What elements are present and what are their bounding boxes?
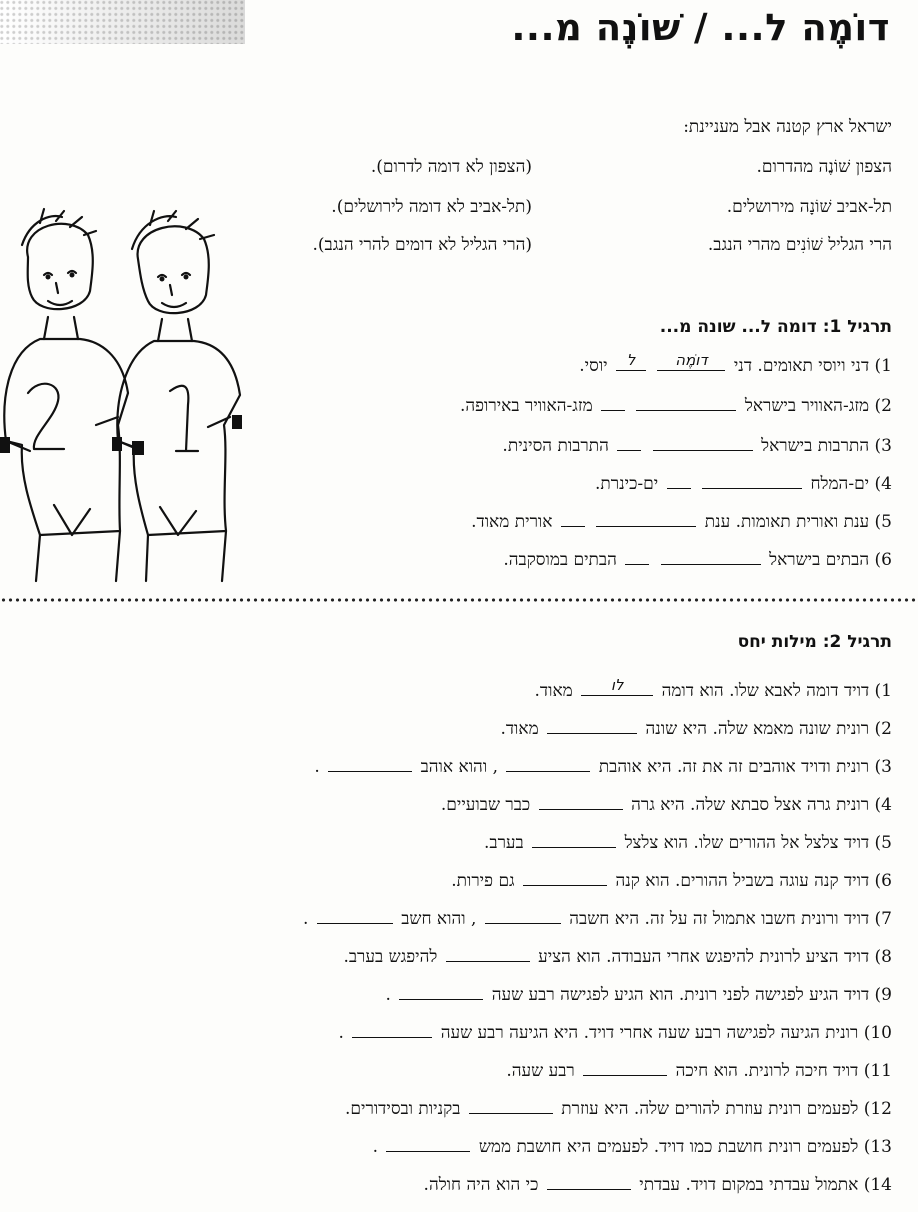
item-text: כי הוא היה חולה. (423, 1175, 539, 1195)
item-text: יוסי. (579, 356, 608, 376)
intro-row-note: (הצפון לא דומה לדרום). (370, 157, 532, 177)
answer-blank[interactable] (399, 981, 483, 1000)
item-text: אורית מאוד. (471, 512, 553, 532)
item-text: להיפגש בערב. (343, 947, 438, 967)
exercise1-item (502, 432, 892, 456)
item-text: 3) רונית ודויד אוהבים זה את זה. היא אוהבת (598, 757, 892, 777)
exercise2-item (314, 753, 892, 777)
exercise2-list (12, 677, 892, 1197)
item-text: , והוא אוהב (420, 757, 498, 777)
exercise2-item (500, 715, 892, 739)
answer-blank[interactable] (506, 753, 590, 772)
item-text: 9) דויד הגיע לפגישה לפני רונית. הוא הגיע לפגישה רבע שעה (491, 985, 892, 1005)
dotted-divider (0, 598, 918, 602)
exercise2-item (535, 677, 892, 701)
item-text: 2) רונית שונה מאמא שלה. היא שונה (645, 719, 892, 739)
handwritten-answer: ל (626, 351, 636, 369)
answer-blank[interactable] (532, 829, 616, 848)
answer-blank[interactable] (547, 715, 637, 734)
item-text: 8) דויד הציע לרונית להיפגש אחרי העבודה. הוא הציע (538, 947, 892, 967)
answer-blank[interactable] (328, 753, 412, 772)
answer-blank[interactable] (601, 392, 625, 411)
corner-texture (0, 0, 245, 44)
answer-blank[interactable] (469, 1095, 553, 1114)
exercise1-item (471, 508, 892, 532)
exercise2-item (343, 943, 892, 967)
item-text: בערב. (483, 833, 524, 853)
page-title: דוֹמֶה ל... / שׁוֹנֶה מ... (511, 6, 890, 49)
exercise2-item (373, 1133, 892, 1157)
intro-row-main: תל-אביב שׁוֹנָה מירושלים. (726, 197, 892, 217)
exercise2-item (451, 867, 892, 891)
intro-row (232, 157, 892, 183)
exercise2-item (441, 791, 892, 815)
item-text: 2) מזג-האוויר בישראל (744, 396, 892, 416)
item-text: . (303, 909, 309, 929)
exercise2-item (303, 905, 892, 929)
exercise2-item (385, 981, 892, 1005)
intro-row-main: הצפון שׁוֹנֶה מהדרום. (756, 157, 892, 177)
answer-blank[interactable] (702, 470, 802, 489)
answer-blank[interactable] (581, 677, 653, 696)
exercise1-title: תרגיל 1: דומה ל... שונה מ... (659, 317, 892, 337)
item-text: 4) רונית גרה אצל סבתא שלה. היא גרה (631, 795, 892, 815)
item-text: . (372, 1137, 379, 1157)
exercise1-item (460, 392, 892, 416)
item-text: 11) דויד חיכה לרונית. הוא חיכה (675, 1061, 892, 1081)
intro-lead: ישראל ארץ קטנה אבל מעניינת: (683, 117, 892, 137)
answer-blank[interactable] (583, 1057, 667, 1076)
handwritten-answer: דוֹמֶה (675, 351, 708, 369)
item-text: הבתים במוסקבה. (503, 550, 617, 570)
item-text: . (385, 985, 391, 1005)
answer-blank[interactable] (625, 546, 649, 565)
answer-blank[interactable] (661, 546, 761, 565)
item-text: 14) אתמול עבדתי במקום דויד. עבדתי (639, 1175, 892, 1195)
answer-blank[interactable] (317, 905, 393, 924)
item-text: 6) דויד קנה עוגה בשביל ההורים. הוא קנה (615, 871, 892, 891)
handwritten-answer: לו (610, 676, 624, 694)
intro-row (232, 197, 892, 223)
intro-row-note: (תל-אביב לא דומה לירושלים). (331, 197, 532, 217)
exercise1-item (503, 546, 892, 570)
item-text: מאוד. (500, 719, 539, 739)
item-text: בקניות ובסידורים. (345, 1099, 461, 1119)
item-text: 1) דני ויוסי תאומים. דני (733, 356, 892, 376)
item-text: . (338, 1023, 344, 1043)
item-text: 5) דויד צלצל אל ההורים שלו. הוא צלצל (624, 833, 892, 853)
item-text: 10) רונית הגיעה לפגישה רבע שעה אחרי דויד. היא הגיעה רבע שעה (440, 1023, 892, 1043)
item-text: 4) ים-המלח (810, 474, 892, 494)
answer-blank[interactable] (653, 432, 753, 451)
item-text: , והוא חשב (401, 909, 477, 929)
exercise2-item (506, 1057, 892, 1081)
exercise1-list (252, 352, 892, 582)
answer-blank[interactable] (616, 352, 646, 371)
item-text: מזג-האוויר באירופה. (459, 396, 593, 416)
answer-blank[interactable] (617, 432, 641, 451)
answer-blank[interactable] (636, 392, 736, 411)
answer-blank[interactable] (523, 867, 607, 886)
answer-blank[interactable] (596, 508, 696, 527)
answer-blank[interactable] (561, 508, 585, 527)
answer-blank[interactable] (446, 943, 530, 962)
exercise2-item (345, 1095, 892, 1119)
exercise1-item (579, 352, 892, 376)
exercise2-item (484, 829, 892, 853)
item-text: 5) ענת ואורית תאומות. ענת (704, 512, 892, 532)
answer-blank[interactable] (352, 1019, 432, 1038)
item-text: מאוד. (534, 681, 573, 701)
item-text: גם פירות. (451, 871, 515, 891)
item-text: 6) הבתים בישראל (769, 550, 892, 570)
item-text: ים-כינרת. (595, 474, 659, 494)
exercise2-item (339, 1019, 893, 1043)
item-text: . (314, 757, 320, 777)
exercise2-item (424, 1171, 892, 1195)
item-text: כבר שבועיים. (440, 795, 531, 815)
exercise2-title: תרגיל 2: מילות יחס (737, 632, 892, 652)
intro-row-note: (הרי הגליל לא דומים להרי הנגב). (312, 235, 532, 255)
item-text: 13) לפעמים רונית חושבת כמו דויד. לפעמים היא חושבת ממש (478, 1137, 892, 1157)
answer-blank[interactable] (667, 470, 691, 489)
exercise1-item (595, 470, 892, 494)
intro-row-main: הרי הגליל שׁוֹנִים מהרי הנגב. (707, 235, 892, 255)
item-text: 7) דויד ורונית חשבו אתמול זה על זה. היא חשבה (569, 909, 892, 929)
answer-blank[interactable] (657, 352, 725, 371)
twins-illustration (0, 205, 245, 590)
intro-row (232, 235, 892, 261)
item-text: רבע שעה. (506, 1061, 575, 1081)
item-text: 3) התרבות בישראל (761, 436, 892, 456)
item-text: 12) לפעמים רונית עוזרת להורים שלה. היא עוזרת (561, 1099, 892, 1119)
item-text: התרבות הסינית. (502, 436, 609, 456)
answer-blank[interactable] (547, 1171, 631, 1190)
answer-blank[interactable] (485, 905, 561, 924)
item-text: 1) דויד דומה לאבא שלו. הוא דומה (661, 681, 892, 701)
answer-blank[interactable] (386, 1133, 470, 1152)
answer-blank[interactable] (539, 791, 623, 810)
